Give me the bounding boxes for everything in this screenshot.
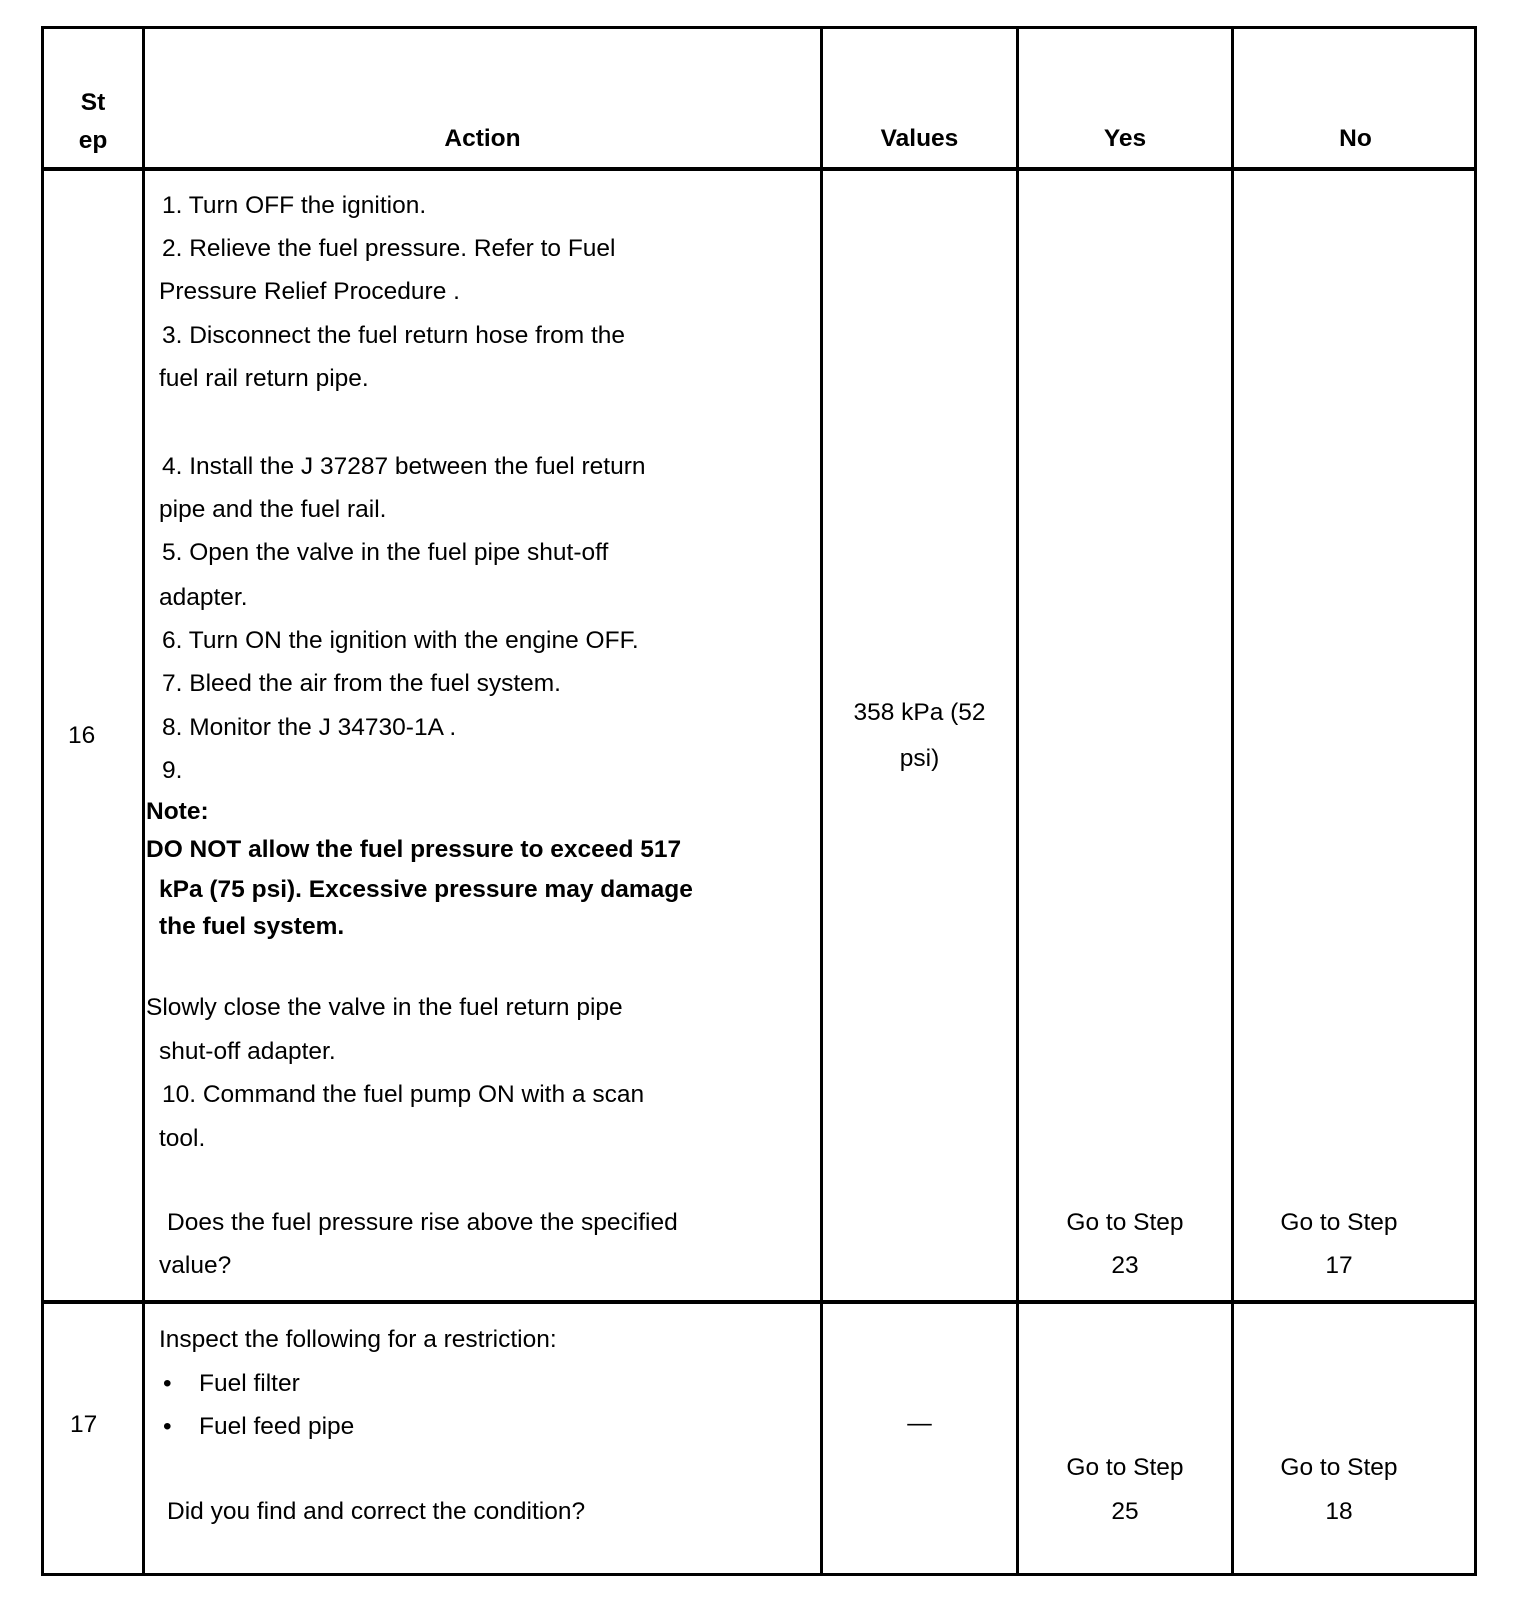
note-text-3: the fuel system. (159, 913, 345, 940)
spec-value-cont: psi) (899, 745, 940, 772)
note-text-2: kPa (75 psi). Excessive pressure may damage (159, 876, 693, 903)
no-step-number: 17 (1325, 1252, 1353, 1279)
action-step-9: 9. (162, 757, 183, 784)
no-go-to-step: Go to Step (1280, 1209, 1398, 1236)
action-step-3-cont: fuel rail return pipe. (159, 365, 369, 392)
column-divider (142, 29, 145, 1573)
action-step-7: 7. Bleed the air from the fuel system. (162, 670, 561, 697)
step-number: 16 (68, 722, 96, 749)
action-step-8: 8. Monitor the J 34730-1A . (162, 714, 457, 741)
yes-go-to-step: Go to Step (1066, 1209, 1184, 1236)
action-intro: Inspect the following for a restriction: (159, 1326, 557, 1353)
header-step-line1: St (80, 89, 106, 116)
header-no: No (1339, 125, 1372, 152)
spec-value: 358 kPa (52 (853, 699, 986, 726)
bullet-icon: • (163, 1413, 172, 1440)
bullet-icon: • (163, 1370, 172, 1397)
column-divider (820, 29, 823, 1573)
question-text: Does the fuel pressure rise above the specified (167, 1209, 678, 1236)
step-number: 17 (70, 1411, 98, 1438)
action-step-9-text-cont: shut-off adapter. (159, 1038, 336, 1065)
action-step-2-cont: Pressure Relief Procedure . (159, 278, 460, 305)
header-divider (44, 167, 1474, 171)
action-step-10: 10. Command the fuel pump ON with a scan (162, 1081, 645, 1108)
no-step-number: 18 (1325, 1498, 1353, 1525)
yes-go-to-step: Go to Step (1066, 1454, 1184, 1481)
question-text: Did you find and correct the condition? (167, 1498, 586, 1525)
action-step-4: 4. Install the J 37287 between the fuel return (162, 453, 646, 480)
header-step-line2: ep (78, 127, 108, 154)
action-step-1: 1. Turn OFF the ignition. (162, 192, 427, 219)
action-step-5-cont: adapter. (159, 584, 248, 611)
bullet-item-fuel-feed-pipe: Fuel feed pipe (199, 1413, 355, 1440)
action-step-4-cont: pipe and the fuel rail. (159, 496, 387, 523)
spec-value: — (907, 1410, 932, 1437)
action-step-9-text: Slowly close the valve in the fuel return pipe (146, 994, 623, 1021)
yes-step-number: 23 (1111, 1252, 1139, 1279)
note-text-1: DO NOT allow the fuel pressure to exceed 517 (146, 836, 682, 863)
header-yes: Yes (1103, 125, 1147, 152)
bullet-item-fuel-filter: Fuel filter (199, 1370, 300, 1397)
action-step-6: 6. Turn ON the ignition with the engine OFF. (162, 627, 639, 654)
question-text-cont: value? (159, 1252, 232, 1279)
diagnostic-table (41, 26, 1477, 1576)
action-step-2: 2. Relieve the fuel pressure. Refer to Fuel (162, 235, 616, 262)
action-step-5: 5. Open the valve in the fuel pipe shut-off (162, 539, 609, 566)
header-action: Action (444, 125, 521, 152)
column-divider (1016, 29, 1019, 1573)
no-go-to-step: Go to Step (1280, 1454, 1398, 1481)
action-step-10-cont: tool. (159, 1125, 206, 1152)
header-values: Values (880, 125, 959, 152)
column-divider (1231, 29, 1234, 1573)
row-divider (44, 1300, 1474, 1304)
yes-step-number: 25 (1111, 1498, 1139, 1525)
note-label: Note: (146, 798, 209, 825)
action-step-3: 3. Disconnect the fuel return hose from the (162, 322, 626, 349)
